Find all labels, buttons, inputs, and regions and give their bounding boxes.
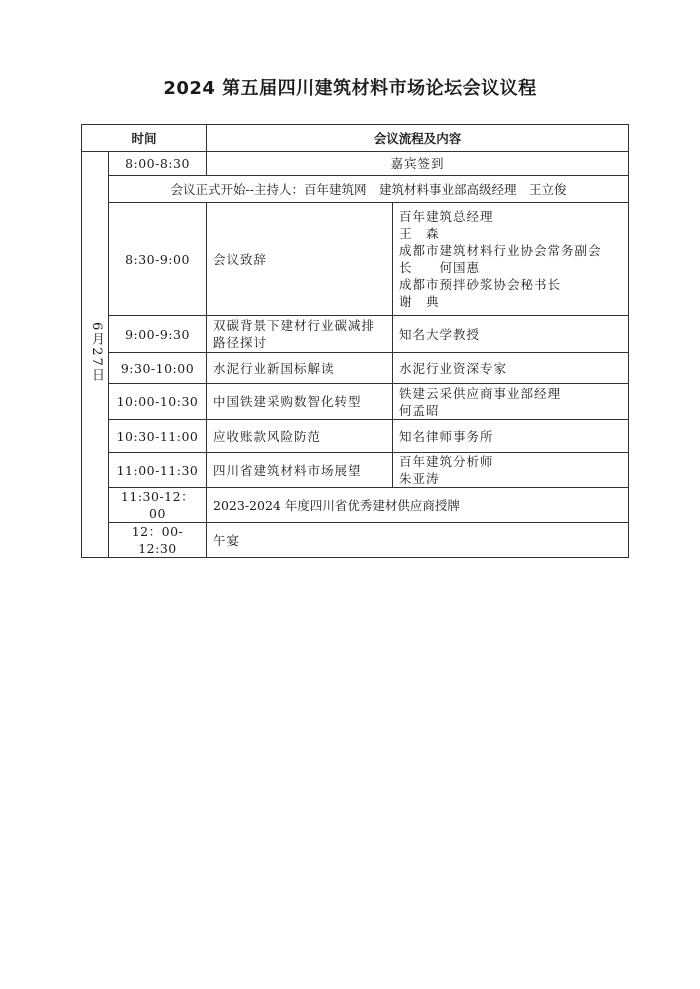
table-row (82, 453, 629, 488)
time-cell: 9:00-9:30 (109, 316, 207, 353)
speaker-line: 长 何国惠 (399, 260, 481, 275)
speaker-cell (393, 384, 629, 420)
agenda-item: 2023-2024 年度四川省优秀建材供应商授牌 (207, 488, 629, 523)
speaker-line: 何孟昭 (399, 402, 440, 418)
agenda-item-line: 双碳背景下建材行业碳减排 (213, 318, 376, 333)
time-cell: 8:30-9:00 (109, 203, 207, 316)
table-row (82, 384, 629, 420)
speaker-cell (393, 203, 629, 316)
speaker-line: 铁建云采供应商事业部经理 (399, 385, 562, 401)
agenda-item: 会议致辞 (207, 203, 393, 316)
table-row (82, 203, 629, 316)
table-row (82, 152, 629, 176)
table-row (82, 316, 629, 353)
table-row (82, 353, 629, 384)
agenda-item (207, 316, 393, 353)
session-banner: 会议正式开始--主持人：百年建筑网 建筑材料事业部高级经理 王立俊 (109, 176, 629, 203)
table-row (82, 176, 629, 203)
speaker-line: 百年建筑总经理 (399, 209, 494, 224)
time-cell: 10:30-11:00 (109, 420, 207, 453)
time-cell: 9:30-10:00 (109, 353, 207, 384)
time-cell: 10:00-10:30 (109, 384, 207, 420)
agenda-item: 四川省建筑材料市场展望 (207, 453, 393, 488)
time-cell: 11:00-11:30 (109, 453, 207, 488)
time-cell: 11:30-12：00 (109, 488, 207, 523)
header-time: 时间 (82, 125, 207, 152)
speaker-cell: 知名律师事务所 (393, 420, 629, 453)
table-row (82, 523, 629, 558)
date-cell (82, 152, 109, 558)
table-header-row (82, 125, 629, 152)
agenda-item-line: 路径探讨 (213, 335, 268, 350)
speaker-line: 成都市建筑材料行业协会常务副会 (399, 243, 602, 258)
date-label: 6月27日 (89, 322, 104, 383)
header-content: 会议流程及内容 (207, 125, 629, 152)
agenda-item: 中国铁建采购数智化转型 (207, 384, 393, 420)
speaker-line: 朱亚涛 (399, 471, 440, 486)
table-row (82, 420, 629, 453)
agenda-table (81, 124, 629, 558)
agenda-item: 嘉宾签到 (207, 152, 629, 176)
speaker-line: 谢 典 (399, 294, 440, 309)
speaker-line: 王 森 (399, 226, 440, 241)
agenda-item: 水泥行业新国标解读 (207, 353, 393, 384)
agenda-item: 应收账款风险防范 (207, 420, 393, 453)
time-cell: 12：00-12:30 (109, 523, 207, 558)
table-row (82, 488, 629, 523)
speaker-cell: 水泥行业资深专家 (393, 353, 629, 384)
speaker-cell (393, 453, 629, 488)
speaker-cell: 知名大学教授 (393, 316, 629, 353)
speaker-line: 百年建筑分析师 (399, 454, 494, 469)
agenda-item: 午宴 (207, 523, 629, 558)
document-title: 2024 第五届四川建筑材料市场论坛会议议程 (163, 78, 537, 99)
speaker-line: 成都市预拌砂浆协会秘书长 (399, 277, 562, 292)
time-cell: 8:00-8:30 (109, 152, 207, 176)
